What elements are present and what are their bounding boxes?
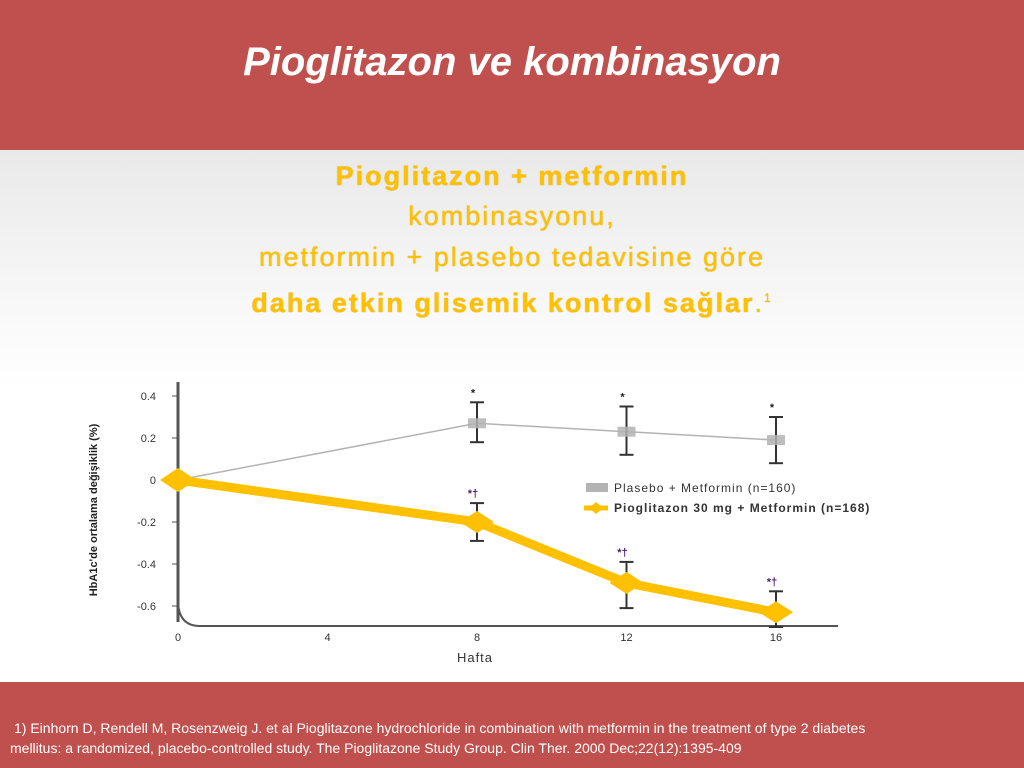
legend-label-pioglitazon: Pioglitazon 30 mg + Metformin (n=168) <box>614 501 871 515</box>
x-tick-label-3: 12 <box>620 632 633 644</box>
x-tick-label-1: 4 <box>324 632 331 644</box>
pioglitazon-point-3 <box>759 601 793 623</box>
pioglitazon-significance-1: *† <box>467 488 479 501</box>
y-tick-label-2: 0 <box>149 475 156 487</box>
reference-text <box>10 718 1015 758</box>
y-tick-label-0: 0.4 <box>140 391 156 403</box>
y-tick-label-1: 0.2 <box>140 433 156 445</box>
footer-bar <box>0 682 1024 768</box>
statement-line-3: metformin + plasebo tedavisine göre <box>259 242 765 272</box>
legend-swatch-placebo <box>586 483 608 492</box>
placebo-significance-3: * <box>769 402 775 414</box>
legend-label-placebo: Plasebo + Metformin (n=160) <box>614 481 797 495</box>
placebo-point-1 <box>468 418 486 428</box>
reference-line-1: 1) Einhorn D, Rendell M, Rosenzweig J. et al Pioglitazone hydrochloride in combination with metformin in the treatment of type 2 diabetes <box>14 720 866 736</box>
placebo-point-2 <box>618 427 636 437</box>
x-tick-group <box>175 632 782 644</box>
statement-line-4-text: daha etkin glisemik kontrol sağlar <box>251 288 755 318</box>
statement-line-1: Pioglitazon + metformin <box>335 161 689 191</box>
x-tick-label-4: 16 <box>769 632 783 644</box>
y-tick-label-5: -0.6 <box>137 601 156 613</box>
x-tick-label-2: 8 <box>473 632 481 644</box>
chart-legend <box>584 481 870 515</box>
pioglitazon-significance-3: *† <box>766 576 778 589</box>
slide-title: Pioglitazon ve kombinasyon <box>243 40 781 84</box>
y-tick-label-4: -0.4 <box>137 559 156 571</box>
reference-line-2: mellitus: a randomized, placebo-controlled study. The Pioglitazone Study Group. Clin Ther. 2000 Dec;22(12):1395-409 <box>10 740 742 756</box>
statement-line-2: kombinasyonu, <box>408 201 616 231</box>
statement-line-4-period: . <box>754 288 764 318</box>
pioglitazon-point-0 <box>160 468 196 492</box>
y-tick-label-3: -0.2 <box>137 517 156 529</box>
y-tick-group <box>137 391 178 613</box>
placebo-significance-2: * <box>620 391 625 404</box>
placebo-point-3 <box>767 435 785 445</box>
footnote-marker: 1 <box>763 291 773 305</box>
x-tick-label-0: 0 <box>174 632 182 644</box>
placebo-significance-1: * <box>470 387 476 400</box>
legend-swatch-pioglitazon-diamond <box>589 502 603 514</box>
pioglitazon-significance-2: *† <box>617 546 628 559</box>
x-axis-label: Hafta <box>456 650 494 665</box>
y-axis-label: HbA1c'de ortalama değişiklik (%) <box>88 423 100 597</box>
